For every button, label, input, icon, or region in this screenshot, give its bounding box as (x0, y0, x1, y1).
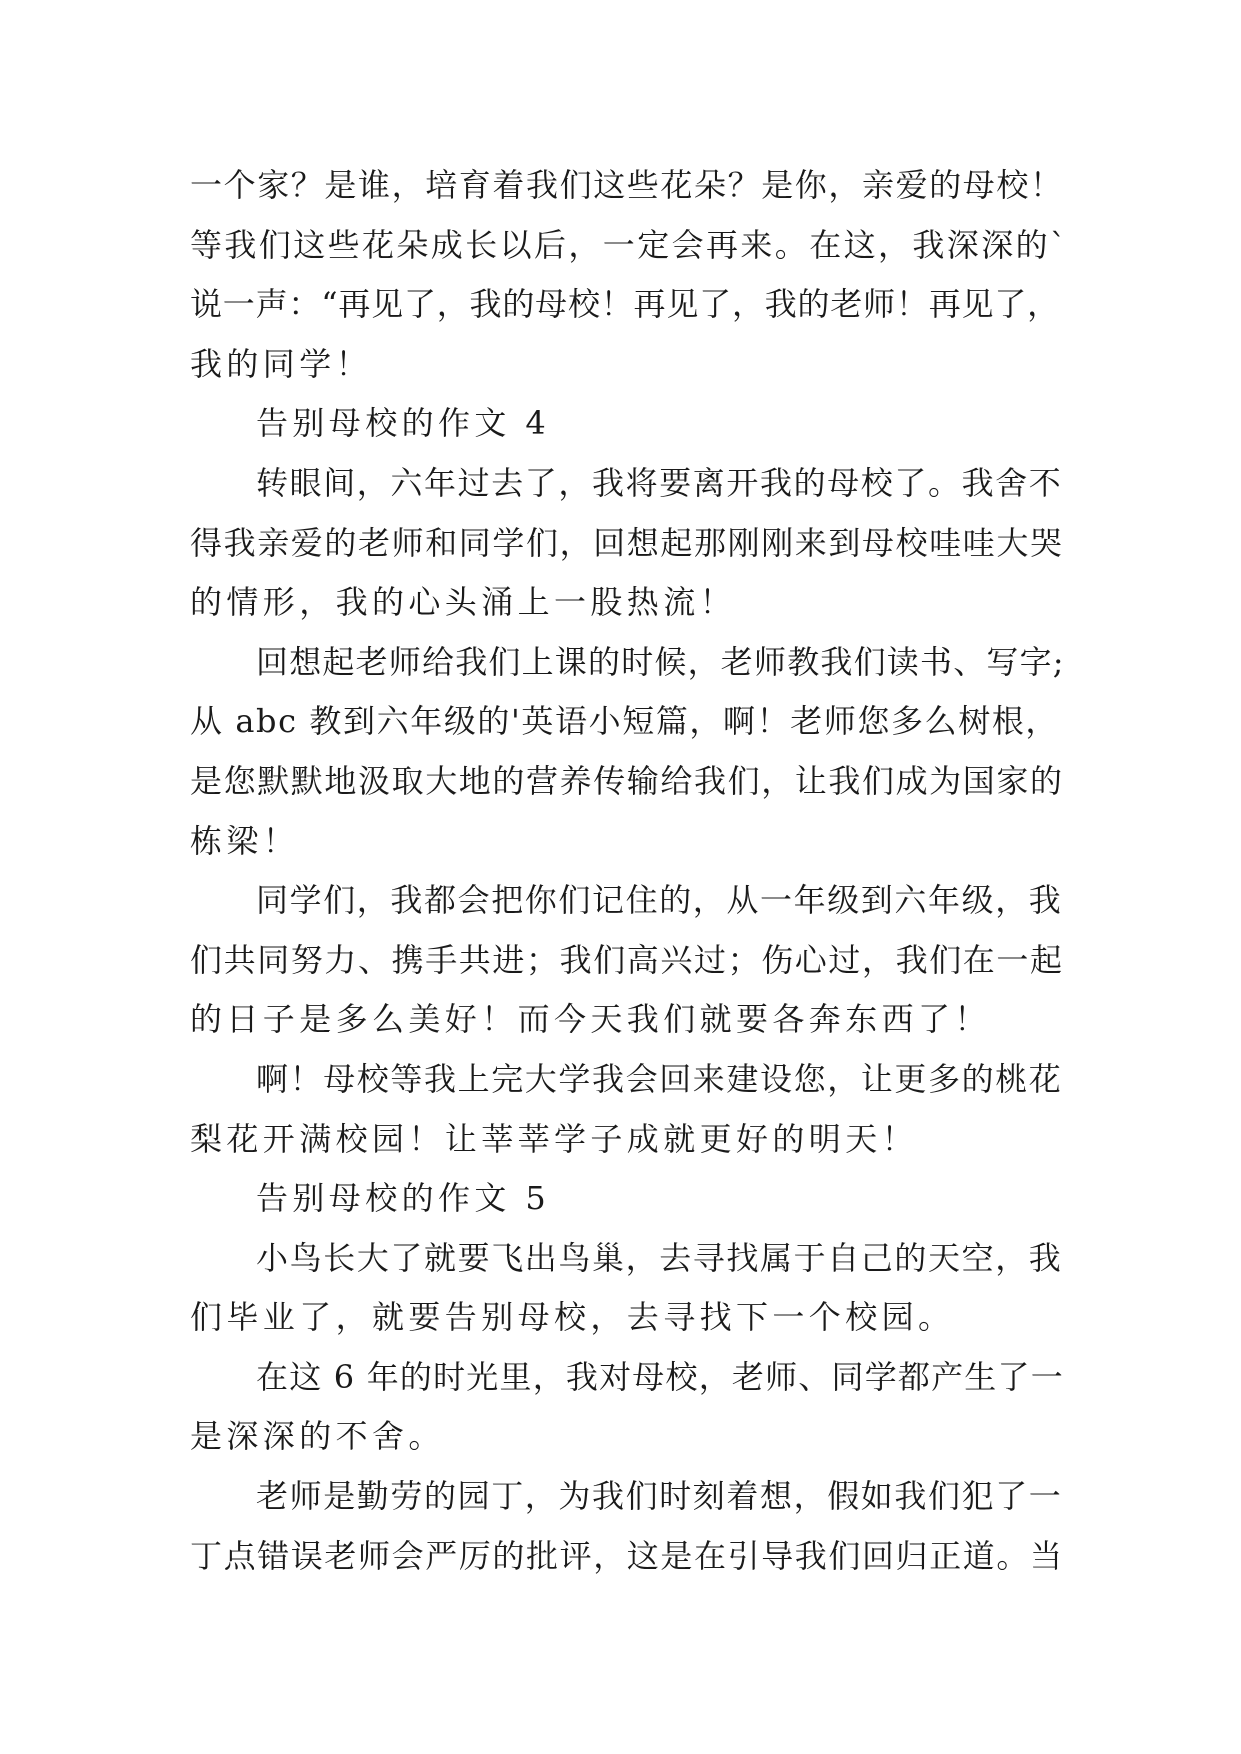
text-line: 梨花开满校园！让莘莘学子成就更好的明天！ (190, 1119, 919, 1158)
document-body (190, 156, 1070, 1586)
text-line: 转眼间，六年过去了，我将要离开我的母校了。我舍不 (256, 463, 1063, 502)
text-line: 我的同学！ (190, 344, 373, 383)
text-line: 丁点错误老师会严厉的批评，这是在引导我们回归正道。当 (190, 1536, 1064, 1575)
text-line: 是深深的不舍。 (190, 1417, 445, 1456)
text-line: 从 abc 教到六年级的'英语小短篇，啊！老师您多么树根， (190, 702, 1060, 741)
text-line: 的情形，我的心头涌上一股热流！ (190, 583, 737, 622)
text-line: 一个家？是谁，培育着我们这些花朵？是你，亲爱的母校！ (190, 166, 1064, 204)
text-line: 得我亲爱的老师和同学们，回想起那刚刚来到母校哇哇大哭 (190, 523, 1064, 562)
text-line: 等我们这些花朵成长以后，一定会再来。在这，我深深的` (190, 225, 1069, 264)
text-line: 们共同努力、携手共进；我们高兴过；伤心过，我们在一起 (190, 940, 1064, 979)
text-line: 是您默默地汲取大地的营养传输给我们，让我们成为国家的 (190, 761, 1064, 800)
text-line: 回想起老师给我们上课的时候，老师教我们读书、写字; (256, 642, 1065, 681)
text-line: 说一声：“再见了，我的母校！再见了，我的老师！再见了， (190, 285, 1060, 324)
text-line: 同学们，我都会把你们记住的，从一年级到六年级，我 (256, 881, 1063, 920)
text-line: 在这 6 年的时光里，我对母校，老师、同学都产生了一 (256, 1357, 1064, 1396)
text-line: 啊！母校等我上完大学我会回来建设您，让更多的桃花 (256, 1059, 1063, 1098)
text-line: 的日子是多么美好！而今天我们就要各奔东西了！ (190, 1000, 991, 1039)
text-line: 栋梁！ (190, 821, 300, 860)
text-line: 老师是勤劳的园丁，为我们时刻着想，假如我们犯了一 (256, 1477, 1063, 1516)
section-heading: 告别母校的作文 4 (256, 404, 551, 443)
section-heading: 告别母校的作文 5 (256, 1179, 551, 1218)
text-line: 们毕业了，就要告别母校，去寻找下一个校园。 (190, 1298, 955, 1337)
text-line: 小鸟长大了就要飞出鸟巢，去寻找属于自己的天空，我 (256, 1238, 1063, 1277)
